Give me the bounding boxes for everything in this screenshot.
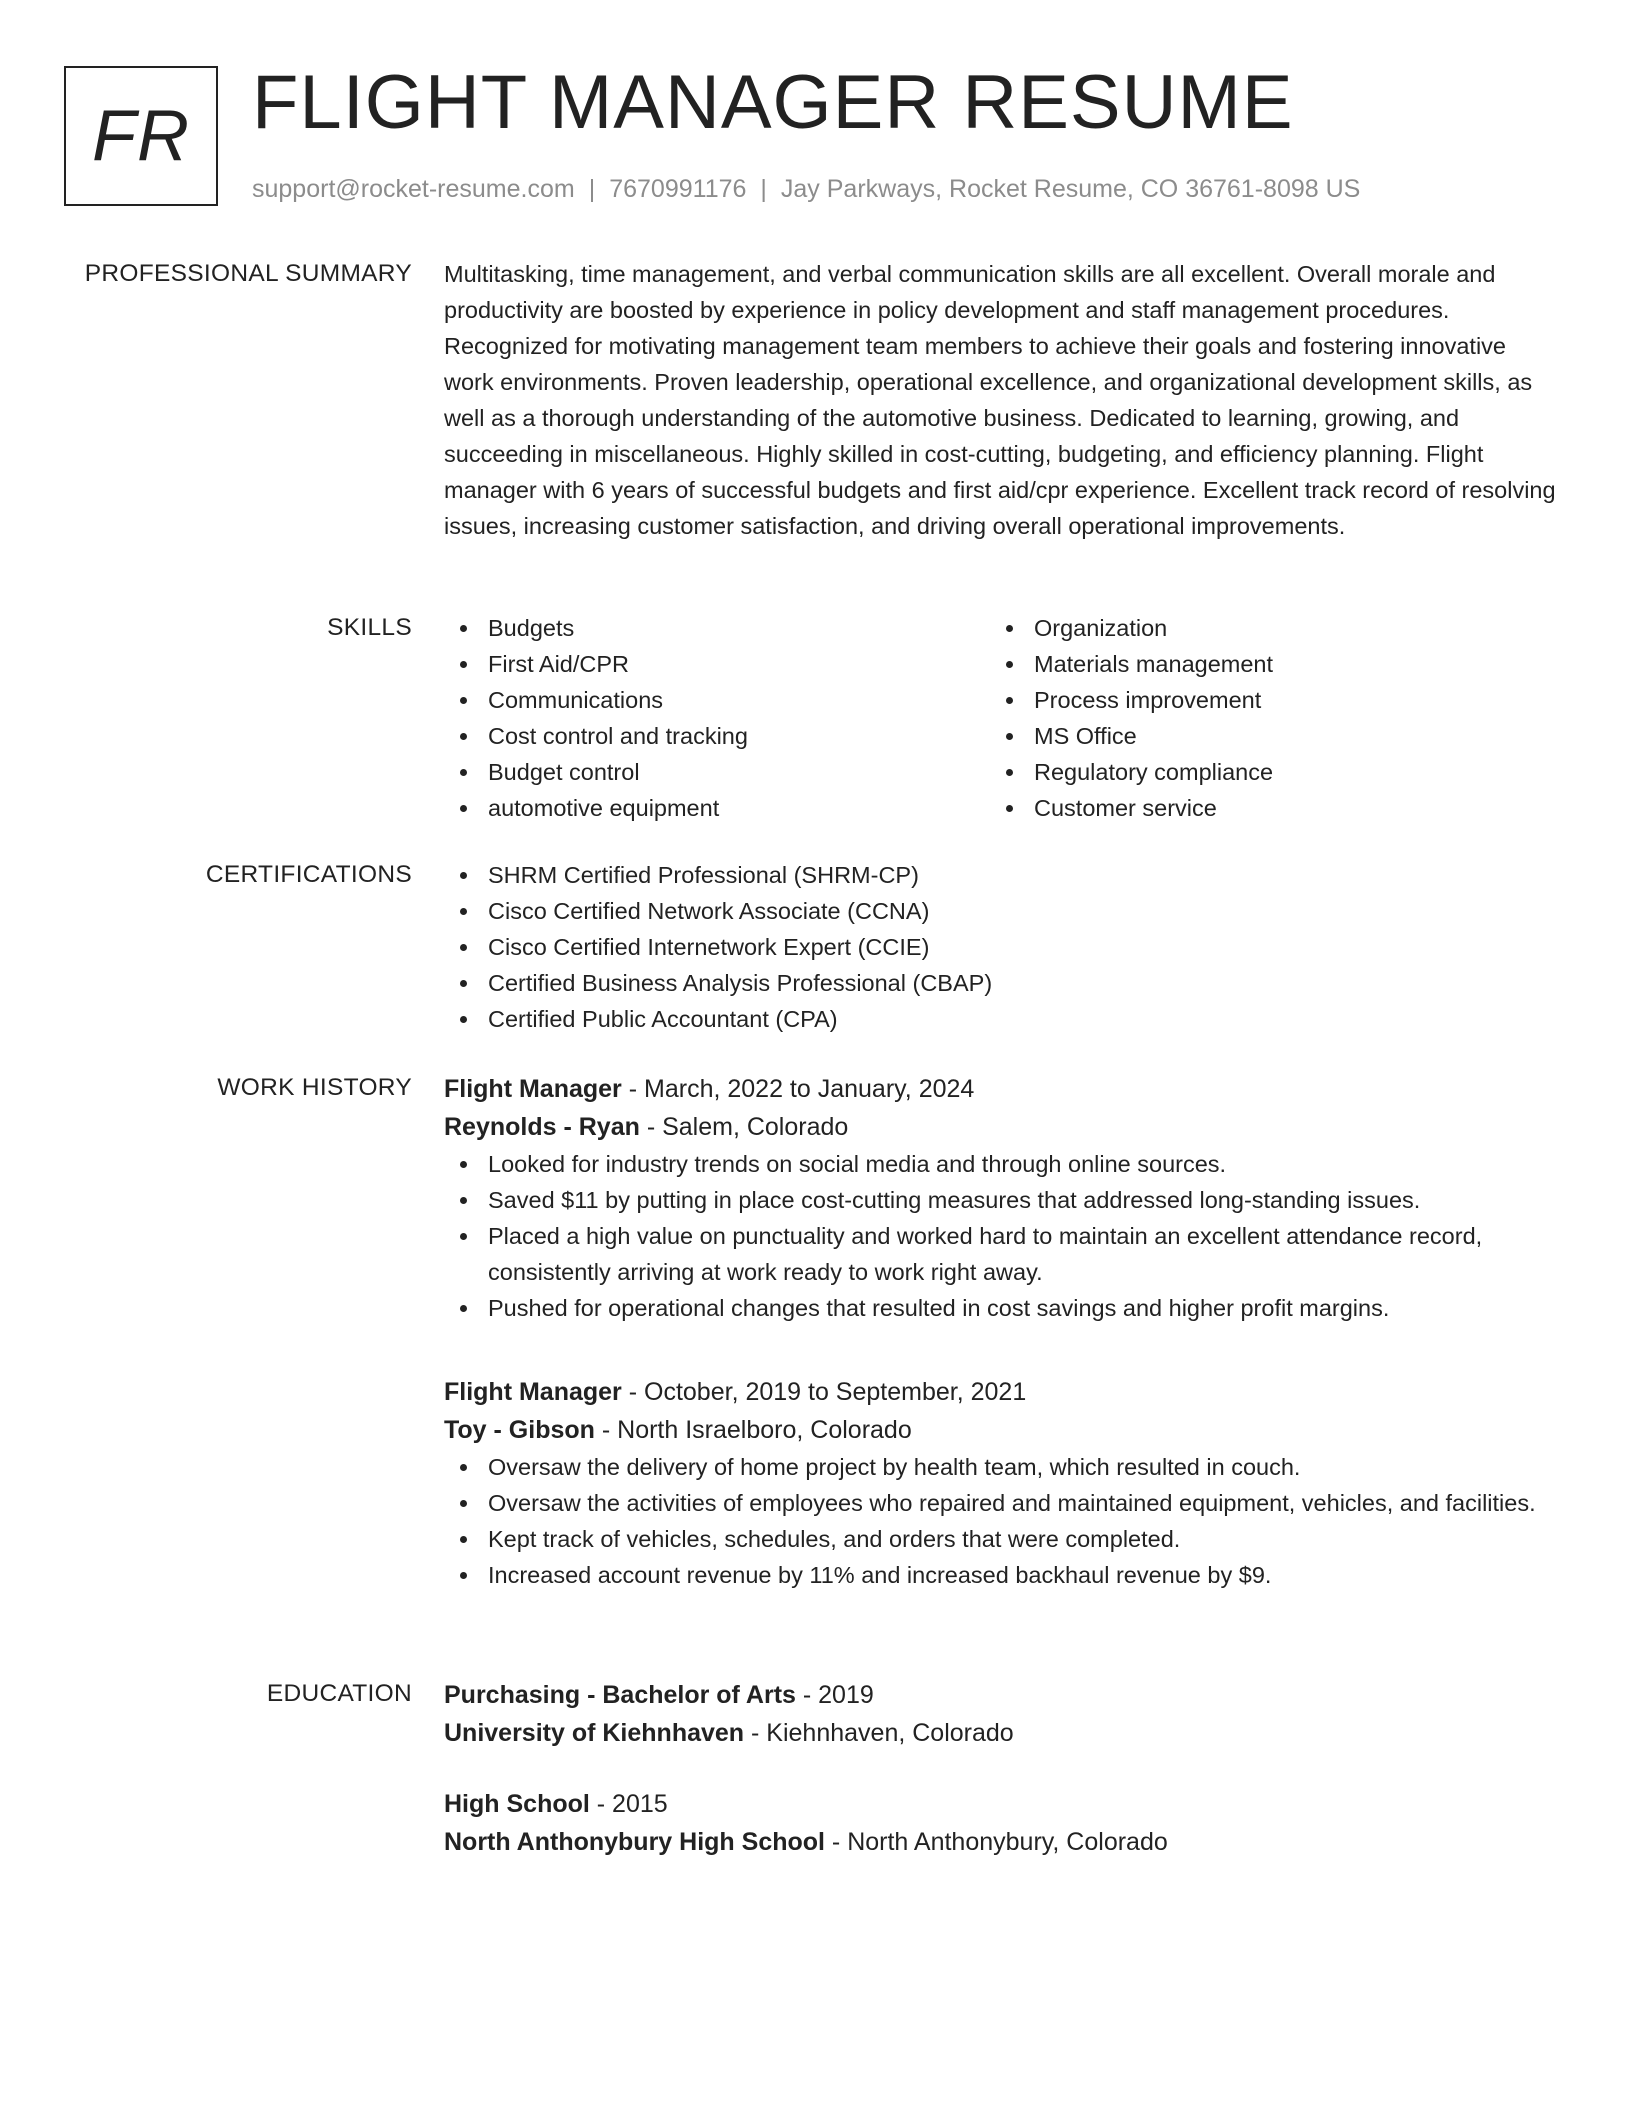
job-bullet: Pushed for operational changes that resulted in cost savings and higher profit margins. <box>444 1290 1558 1326</box>
job-bullet: Kept track of vehicles, schedules, and orders that were completed. <box>444 1521 1558 1557</box>
section-label-summary: PROFESSIONAL SUMMARY <box>84 260 412 287</box>
skill-item: Materials management <box>990 646 1536 682</box>
education-school: University of Kiehnhaven <box>444 1719 745 1747</box>
job-bullet: Oversaw the activities of employees who repaired and maintained equipment, vehicles, and facilities. <box>444 1485 1558 1521</box>
skills-body <box>444 610 1558 826</box>
job-company-line <box>444 1108 1558 1146</box>
summary-body <box>444 256 1558 544</box>
contact-line <box>252 172 1360 206</box>
section-label-work-history: WORK HISTORY <box>217 1074 412 1101</box>
job-bullets <box>444 1449 1558 1593</box>
contact-separator: | <box>588 175 596 203</box>
skill-item: Budget control <box>444 754 990 790</box>
education-degree-line <box>444 1676 1558 1714</box>
monogram-initials: FR <box>92 96 190 176</box>
skills-grid <box>444 610 1558 826</box>
job-dates: - March, 2022 to January, 2024 <box>621 1075 975 1103</box>
certifications-body <box>444 857 1558 1037</box>
education-school-line <box>444 1823 1558 1861</box>
education-degree-line <box>444 1785 1558 1823</box>
skill-item: Process improvement <box>990 682 1536 718</box>
contact-address: Jay Parkways, Rocket Resume, CO 36761-8098 US <box>780 175 1361 203</box>
job-company-line <box>444 1411 1558 1449</box>
job-bullet: Saved $11 by putting in place cost-cutting measures that addressed long-standing issues. <box>444 1182 1558 1218</box>
job-title-line <box>444 1070 1558 1108</box>
monogram-box <box>64 66 218 206</box>
section-label-certifications: CERTIFICATIONS <box>205 861 412 888</box>
job-company: Reynolds - Ryan <box>444 1113 640 1141</box>
skills-list-right <box>990 610 1536 826</box>
work-history-body <box>444 1070 1558 1326</box>
section-label-education: EDUCATION <box>266 1680 412 1707</box>
job-title: Flight Manager <box>444 1075 622 1103</box>
education-year: - 2019 <box>795 1681 874 1709</box>
certification-item: Certified Business Analysis Professional (CBAP) <box>444 965 1558 1001</box>
summary-text: Multitasking, time management, and verbal communication skills are all excellent. Overall morale and productivity are boosted by experience in policy development and staff management procedures. Recognized for motivating management team members to achieve their goals and fostering innovative work environments. Proven leadership, operational excellence, and organizational development skills, as well as a thorough understanding of the automotive business. Dedicated to learning, growing, and succeeding in miscellaneous. Highly skilled in cost-cutting, budgeting, and efficiency planning. Flight manager with 6 years of successful budgets and first aid/cpr experience. Excellent track record of resolving issues, increasing customer satisfaction, and driving overall operational improvements. <box>444 261 1556 539</box>
job-dates: - October, 2019 to September, 2021 <box>621 1378 1027 1406</box>
job-company: Toy - Gibson <box>444 1416 595 1444</box>
education-year: - 2015 <box>589 1790 668 1818</box>
job-entry <box>444 1373 1558 1593</box>
education-degree: Purchasing - Bachelor of Arts <box>444 1681 796 1709</box>
skills-list-left <box>444 610 990 826</box>
skill-item: Budgets <box>444 610 990 646</box>
certification-item: Cisco Certified Network Associate (CCNA) <box>444 893 1558 929</box>
certification-item: Certified Public Accountant (CPA) <box>444 1001 1558 1037</box>
education-entry <box>444 1676 1558 1752</box>
work-history-body-2 <box>444 1373 1558 1593</box>
skill-item: First Aid/CPR <box>444 646 990 682</box>
job-bullet: Placed a high value on punctuality and worked hard to maintain an excellent attendance record, consistently arriving at work ready to work right away. <box>444 1218 1558 1290</box>
job-bullets <box>444 1146 1558 1326</box>
resume-title: FLIGHT MANAGER RESUME <box>252 60 1294 145</box>
contact-email[interactable]: support@rocket-resume.com <box>252 175 575 203</box>
certifications-list <box>444 857 1558 1037</box>
skill-item: Regulatory compliance <box>990 754 1536 790</box>
job-bullet: Oversaw the delivery of home project by health team, which resulted in couch. <box>444 1449 1558 1485</box>
job-bullet: Increased account revenue by 11% and increased backhaul revenue by $9. <box>444 1557 1558 1593</box>
job-title: Flight Manager <box>444 1378 622 1406</box>
education-degree: High School <box>444 1790 590 1818</box>
job-entry <box>444 1070 1558 1326</box>
certification-item: Cisco Certified Internetwork Expert (CCIE) <box>444 929 1558 965</box>
job-location: - Salem, Colorado <box>639 1113 849 1141</box>
skill-item: Cost control and tracking <box>444 718 990 754</box>
education-body <box>444 1676 1558 1752</box>
skill-item: Communications <box>444 682 990 718</box>
education-body-2 <box>444 1785 1558 1861</box>
education-location: - North Anthonybury, Colorado <box>824 1828 1168 1856</box>
skill-item: automotive equipment <box>444 790 990 826</box>
skill-item: Organization <box>990 610 1536 646</box>
contact-phone[interactable]: 7670991176 <box>609 175 747 203</box>
job-location: - North Israelboro, Colorado <box>594 1416 912 1444</box>
contact-separator: | <box>760 175 767 203</box>
education-school: North Anthonybury High School <box>444 1828 825 1856</box>
education-location: - Kiehnhaven, Colorado <box>744 1719 1014 1747</box>
job-bullet: Looked for industry trends on social media and through online sources. <box>444 1146 1558 1182</box>
education-school-line <box>444 1714 1558 1752</box>
skill-item: Customer service <box>990 790 1536 826</box>
education-entry <box>444 1785 1558 1861</box>
section-label-skills: SKILLS <box>327 614 412 641</box>
skill-item: MS Office <box>990 718 1536 754</box>
job-title-line <box>444 1373 1558 1411</box>
certification-item: SHRM Certified Professional (SHRM-CP) <box>444 857 1558 893</box>
